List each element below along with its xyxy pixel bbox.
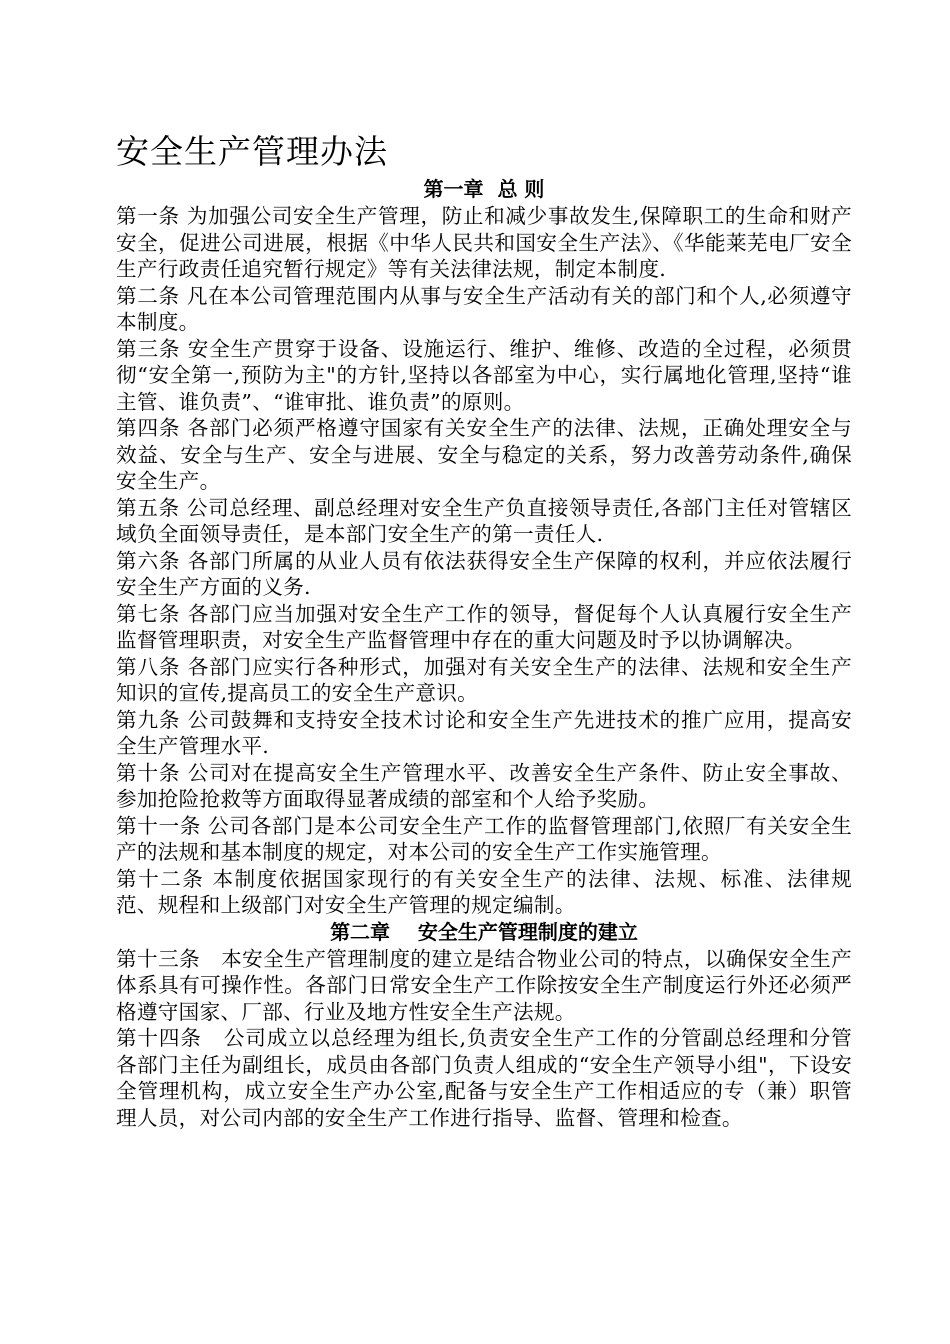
article-number: 第十二条	[116, 866, 213, 891]
article-text: 公司对在提高安全生产管理水平、改善安全生产条件、防止安全事故、参加抢险抢救等方面取得显著成绩的部室和个人给予奖励。	[116, 760, 853, 811]
article-4	[116, 415, 852, 495]
article-number: 第十三条	[116, 946, 222, 971]
article-text: 公司总经理、副总经理对安全生产负直接领导责任,各部门主任对管辖区域负全面领导责任，是本部门安全生产的第一责任人.	[116, 495, 852, 546]
article-number: 第一条	[116, 204, 187, 228]
article-3	[116, 336, 852, 416]
article-11	[116, 813, 852, 866]
article-text: 本制度依据国家现行的有关安全生产的法律、法规、标准、法律规范、规程和上级部门对安全生产管理的规定编制。	[116, 866, 853, 917]
article-number: 第十条	[116, 760, 188, 785]
article-number: 第十一条	[116, 813, 209, 838]
article-text: 公司鼓舞和支持安全技术讨论和安全生产先进技术的推广应用，提高安全生产管理水平.	[116, 707, 853, 758]
article-8	[116, 654, 852, 707]
article-2	[116, 283, 852, 336]
article-1	[116, 203, 852, 283]
article-number: 第十四条	[116, 1026, 224, 1050]
article-7	[116, 601, 852, 654]
article-number: 第七条	[116, 601, 188, 626]
document-page	[116, 128, 852, 1131]
article-text: 公司各部门是本公司安全生产工作的监督管理部门,依照厂有关安全生产的法规和基本制度的规定，对本公司的安全生产工作实施管理。	[116, 813, 852, 864]
article-6	[116, 548, 852, 601]
article-text: 各部门应实行各种形式，加强对有关安全生产的法律、法规和安全生产知识的宣传,提高员工的安全生产意识。	[116, 654, 853, 705]
article-text: 各部门应当加强对安全生产工作的领导，督促每个人认真履行安全生产监督管理职责，对安全生产监督管理中存在的重大问题及时予以协调解决。	[116, 601, 853, 652]
article-text: 安全生产贯穿于设备、设施运行、维护、维修、改造的全过程，必须贯彻“安全第一,预防为主"的方针,坚持以各部室为中心，实行属地化管理,坚持“谁主管、谁负责”、“谁审批、谁负责”的原则。	[116, 336, 853, 414]
chapter-2	[116, 919, 852, 1132]
article-text: 各部门必须严格遵守国家有关安全生产的法律、法规，正确处理安全与效益、安全与生产、安全与进展、安全与稳定的关系，努力改善劳动条件,确保安全生产。	[116, 416, 853, 493]
article-5	[116, 495, 852, 548]
article-14	[116, 1025, 852, 1131]
article-number: 第五条	[116, 495, 187, 520]
article-number: 第九条	[116, 707, 188, 732]
chapter-1	[116, 176, 852, 919]
article-number: 第四条	[116, 416, 188, 440]
article-9	[116, 707, 852, 760]
article-number: 第二条	[116, 283, 187, 308]
article-number: 第三条	[116, 336, 188, 361]
document-title: 安全生产管理办法	[116, 132, 388, 171]
article-text: 公司成立以总经理为组长,负责安全生产工作的分管副总经理和分管各部门主任为副组长，成员由各部门负责人组成的“安全生产领导小组"，下设安全管理机构，成立安全生产办公室,配备与安全生产工作相适应的专（兼）职管理人员，对公司内部的安全生产工作进行指导、监督、管理和检查。	[116, 1026, 852, 1130]
article-text: 本安全生产管理制度的建立是结合物业公司的特点，以确保安全生产体系具有可操作性。各部门日常安全生产工作除按安全生产制度运行外还必须严格遵守国家、厂部、行业及地方性安全生产法规。	[116, 946, 852, 1024]
article-number: 第八条	[116, 654, 188, 679]
chapter-heading: 第一章 总 则	[423, 177, 545, 201]
article-text: 凡在本公司管理范围内从事与安全生产活动有关的部门和个人,必须遵守本制度。	[116, 283, 852, 334]
article-number: 第六条	[116, 548, 188, 573]
article-10	[116, 760, 852, 813]
article-12	[116, 866, 852, 919]
article-text: 各部门所属的从业人员有依法获得安全生产保障的权利，并应依法履行安全生产方面的义务.	[116, 548, 853, 599]
article-text: 为加强公司安全生产管理，防止和减少事故发生,保障职工的生命和财产安全，促进公司进展，根据《中华人民共和国安全生产法》、《华能莱芜电厂安全生产行政责任追究暂行规定》等有关法律法规，制定本制度.	[116, 204, 852, 281]
chapter-heading: 第二章 安全生产管理制度的建立	[330, 919, 638, 944]
article-13	[116, 946, 852, 1026]
